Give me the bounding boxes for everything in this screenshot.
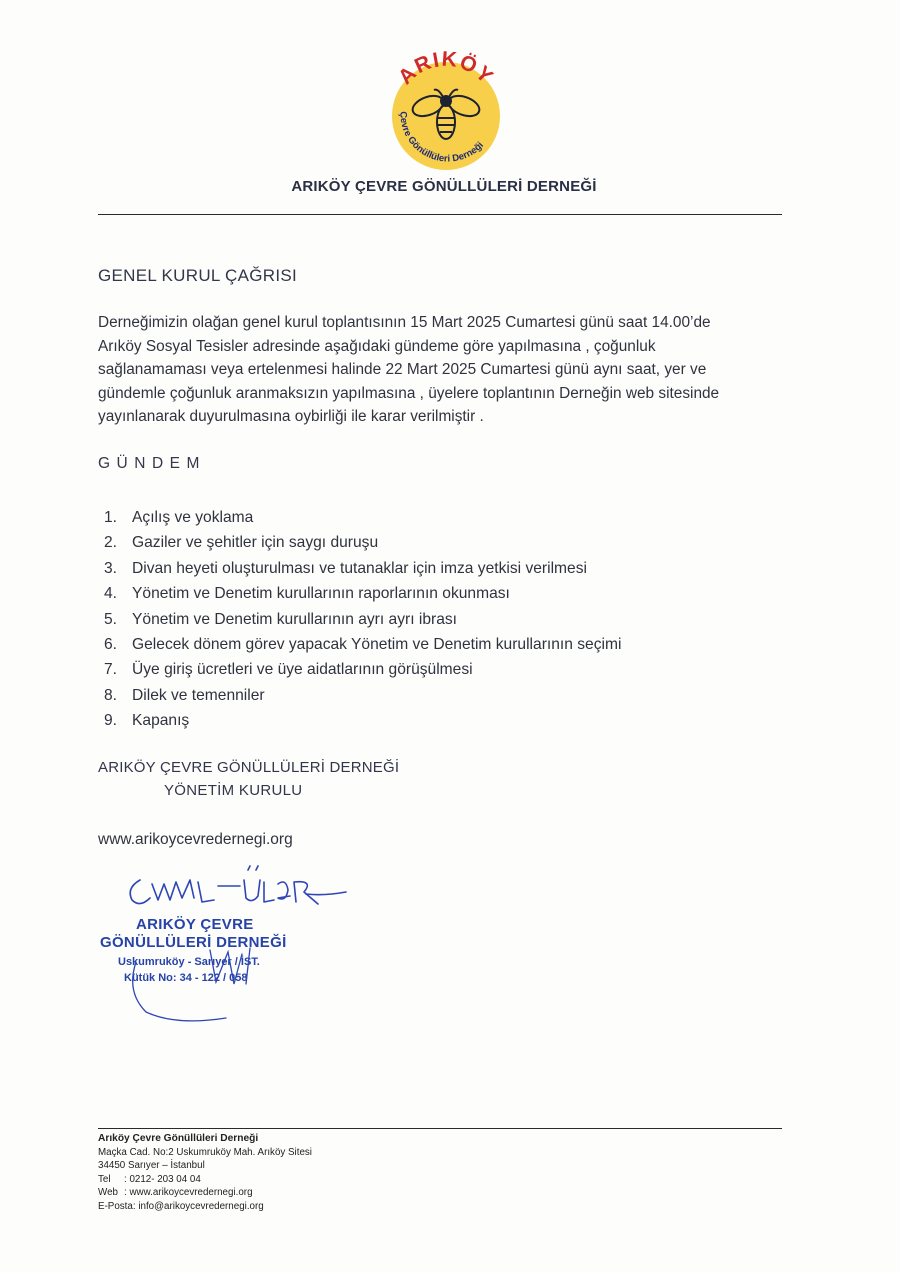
stamp-line: ARIKÖY ÇEVRE	[136, 916, 254, 933]
footer-web-value[interactable]: www.arikoycevredernegi.org	[129, 1187, 253, 1199]
footer-email	[98, 1200, 312, 1214]
agenda-item	[104, 708, 621, 733]
agenda-item	[104, 530, 621, 555]
agenda-item	[104, 556, 621, 581]
footer-address-line: 34450 Sarıyer – İstanbul	[98, 1160, 205, 1172]
agenda-list	[104, 505, 621, 734]
agenda-number: 9.	[104, 712, 118, 730]
footer-email-label: E-Posta:	[98, 1200, 136, 1212]
body-line: Derneğimizin olağan genel kurul toplantısının 15 Mart 2025 Cumartesi günü saat 14.00’de	[98, 314, 711, 331]
agenda-text: Yönetim ve Denetim kurullarının ayrı ayrı ibrası	[132, 610, 457, 628]
agenda-text: Divan heyeti oluşturulması ve tutanaklar için imza yetkisi verilmesi	[132, 559, 587, 577]
footer-web-label: Web	[98, 1187, 118, 1199]
agenda-text: Yönetim ve Denetim kurullarının raporlarının okunması	[132, 585, 510, 603]
footer-tel-value: 0212- 203 04 04	[129, 1173, 201, 1185]
agenda-text: Açılış ve yoklama	[132, 509, 254, 526]
body-line: Arıköy Sosyal Tesisler adresinde aşağıdaki gündeme göre yapılmasına , çoğunluk	[98, 337, 656, 355]
document-title: GENEL KURUL ÇAĞRISI	[98, 266, 298, 285]
agenda-number: 1.	[104, 509, 118, 526]
stamp-line: Kütük No: 34 - 122 / 058	[124, 972, 248, 984]
agenda-number: 6.	[104, 636, 118, 654]
body-line: sağlanamaması veya ertelenmesi halinde 22 Mart 2025 Cumartesi günü aynı saat, yer ve	[98, 361, 707, 378]
logo-arc-bottom: Çevre Gönüllüleri Derneği	[397, 111, 486, 165]
agenda-number: 8.	[104, 686, 118, 704]
footer-contact	[98, 1132, 312, 1214]
agenda-text: Kapanış	[132, 712, 190, 730]
agenda-item	[104, 581, 621, 606]
association-logo	[376, 44, 516, 184]
footer-tel-label: Tel	[98, 1173, 111, 1185]
footer-divider	[98, 1128, 782, 1129]
agenda-item	[104, 657, 621, 682]
agenda-number: 7.	[104, 661, 118, 679]
signatory-org: ARIKÖY ÇEVRE GÖNÜLLÜLERİ DERNEĞİ	[98, 759, 400, 776]
agenda-number: 5.	[104, 610, 118, 628]
footer-web: Web : www.arikoycevredernegi.org	[98, 1187, 253, 1199]
stamp-line: GÖNÜLLÜLERİ DERNEĞİ	[100, 934, 287, 951]
website-link[interactable]: www.arikoycevredernegi.org	[98, 831, 293, 848]
agenda-text: Gaziler ve şehitler için saygı duruşu	[132, 534, 379, 552]
footer-org-name: Arıköy Çevre Gönüllüleri Derneği	[98, 1133, 259, 1144]
official-stamp	[96, 912, 316, 1022]
agenda-number: 4.	[104, 585, 118, 603]
header-divider	[98, 214, 782, 215]
logo-arc-top: ARIKÖY	[393, 47, 499, 90]
footer-address-line: Maçka Cad. No:2 Uskumruköy Mah. Arıköy Sitesi	[98, 1146, 312, 1158]
agenda-text: Gelecek dönem görev yapacak Yönetim ve Denetim kurullarının seçimi	[132, 636, 622, 654]
agenda-item	[104, 632, 621, 657]
stamp-scribble	[116, 922, 296, 1022]
agenda-item	[104, 607, 621, 632]
org-title: ARIKÖY ÇEVRE GÖNÜLLÜLERİ DERNEĞİ	[291, 178, 597, 195]
agenda-number: 3.	[104, 559, 118, 577]
body-line: gündemle çoğunluk aranmaksızın yapılmasına , üyelere toplantının Derneğin web sitesinde	[98, 384, 720, 402]
agenda-text: Dilek ve temenniler	[132, 686, 265, 704]
body-paragraph	[98, 311, 788, 429]
stamp-line: Uskumruköy - Sarıyer / İST.	[118, 956, 260, 968]
agenda-item	[104, 505, 621, 530]
agenda-item	[104, 683, 621, 708]
agenda-heading: GÜNDEM	[98, 455, 206, 472]
agenda-number: 2.	[104, 534, 118, 552]
footer-tel: Tel : 0212- 203 04 04	[98, 1173, 201, 1185]
signatory-board: YÖNETİM KURULU	[164, 782, 303, 799]
agenda-text: Üye giriş ücretleri ve üye aidatlarının görüşülmesi	[132, 661, 473, 679]
handwritten-signature	[118, 858, 358, 918]
body-line: yayınlanarak duyurulmasına oybirliği ile karar verilmiştir .	[98, 408, 484, 425]
footer-email-value[interactable]: info@arikoycevredernegi.org	[138, 1200, 264, 1212]
